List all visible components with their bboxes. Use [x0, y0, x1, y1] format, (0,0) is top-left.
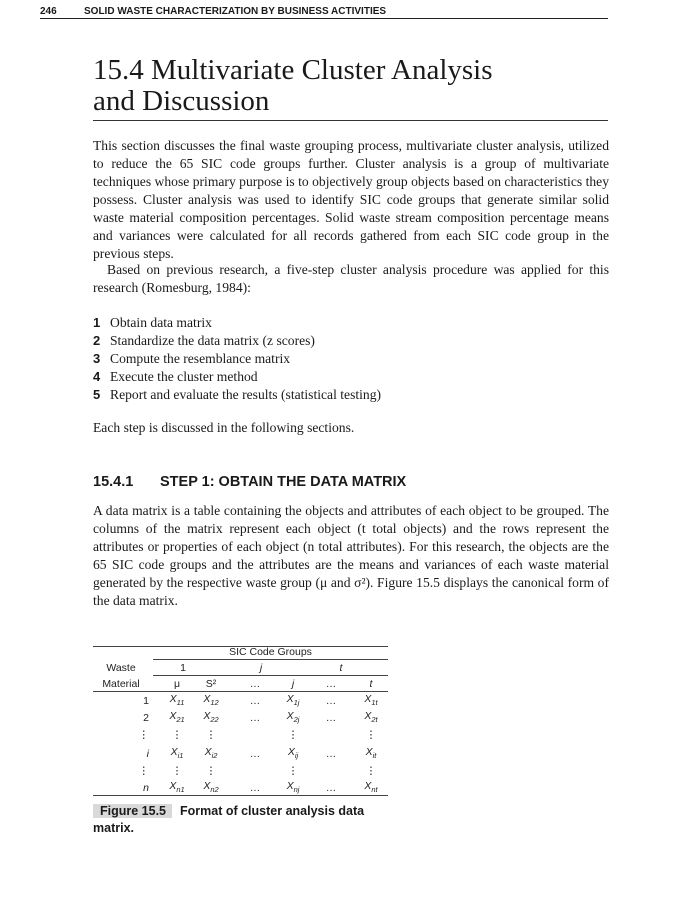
table-row-label: ⋮	[138, 729, 149, 741]
sub-header-rule	[153, 675, 388, 676]
list-item: 1 Obtain data matrix	[93, 315, 212, 330]
table-cell: …	[325, 695, 337, 707]
table-cell: $X_{22}$	[203, 710, 219, 725]
page-number: 246	[40, 6, 57, 17]
list-item: 5 Report and evaluate the results (statistical testing)	[93, 387, 382, 402]
table-cell: ⋮	[365, 765, 377, 777]
table-cell: $X_{21}$	[169, 710, 185, 725]
subsection-title: STEP 1: OBTAIN THE DATA MATRIX	[160, 474, 407, 490]
table-cell: $X_{11}$	[169, 693, 185, 708]
table-cell: $X_{2t}$	[364, 710, 378, 725]
paragraph-data-matrix: A data matrix is a table containing the objects and attributes of each object to be grouped. The columns of the matrix represent each object (t total objects) and the rows represent the attributes or properties of each object (n total attributes). For this research, the objects are the 65 SIC code groups and the attributes are the means and variances of each waste material generated by the respective waste group (μ and σ²). Figure 15.5 displays the canonical form of the data matrix.	[93, 503, 609, 608]
col-group-t: t	[339, 662, 343, 674]
section-title	[93, 55, 613, 117]
table-rule-bottom	[93, 795, 388, 796]
table-cell: …	[249, 782, 261, 794]
table-cell: …	[325, 748, 337, 760]
table-cell: ⋮	[171, 765, 183, 777]
book-title: SOLID WASTE CHARACTERIZATION BY BUSINESS ACTIVITIES	[84, 6, 387, 17]
table-row-label: 1	[143, 695, 149, 707]
caption-text: Format of cluster analysis data matrix.	[93, 804, 365, 835]
sub-header-cell: t	[369, 678, 373, 690]
table-cell: $X_{1j}$	[286, 693, 300, 708]
list-item: 2 Standardize the data matrix (z scores)	[93, 333, 315, 348]
table-cell: $X_{nj}$	[286, 780, 300, 795]
table-cell: $X_{n2}$	[203, 780, 219, 795]
row-header-material: Material	[102, 678, 140, 690]
title-rule	[93, 120, 608, 121]
table-cell: …	[325, 782, 337, 794]
sub-header-cell: S²	[205, 678, 217, 690]
data-matrix-figure	[93, 645, 388, 797]
table-row-label: n	[143, 782, 149, 794]
header-bottom-rule	[93, 691, 388, 692]
table-cell: $X_{n1}$	[169, 780, 185, 795]
table-cell: ⋮	[171, 729, 183, 741]
table-cell: ⋮	[205, 765, 217, 777]
section-title-line2: and Discussion	[93, 85, 270, 117]
list-item: 4 Execute the cluster method	[93, 369, 258, 384]
table-cell: $X_{i2}$	[204, 746, 218, 761]
sub-header-cell: μ	[173, 678, 181, 690]
sub-header-cell: j	[291, 678, 295, 690]
table-cell: ⋮	[365, 729, 377, 741]
table-row-label: i	[146, 748, 149, 760]
table-cell: $X_{it}$	[365, 746, 377, 761]
table-cell: $X_{i1}$	[170, 746, 184, 761]
table-cell: ⋮	[287, 765, 299, 777]
group-header-rule	[153, 659, 388, 660]
col-group-1: 1	[180, 662, 186, 674]
table-cell: …	[249, 712, 261, 724]
table-cell: …	[325, 712, 337, 724]
table-cell: $X_{12}$	[203, 693, 219, 708]
caption-label: Figure 15.5	[93, 804, 172, 818]
paragraph-intro: This section discusses the final waste grouping process, multivariate cluster analysis, utilized to reduce the 65 SIC code groups further. Cluster analysis is a group of multivariate techniques whose primary purpose is to objectively group objects based on characteristics they possess. Cluster analysis was used to identify SIC code groups that generate similar solid waste material composition percentages. Solid waste stream composition percentage means and variances were calculated for all records gathered from each SIC code group in the previous steps.	[93, 138, 609, 261]
table-cell: …	[249, 748, 261, 760]
figure-caption	[93, 803, 393, 837]
subsection-number: 15.4.1	[93, 474, 134, 490]
table-cell: $X_{2j}$	[286, 710, 300, 725]
subsection-heading	[93, 473, 609, 491]
table-row-label: ⋮	[138, 765, 149, 777]
table-cell: ⋮	[287, 729, 299, 741]
sub-header-cell: …	[325, 678, 337, 690]
table-cell: $X_{ij}$	[287, 746, 299, 761]
row-header-waste: Waste	[106, 662, 136, 674]
step-list	[93, 314, 609, 404]
list-item: 3 Compute the resemblance matrix	[93, 351, 291, 366]
table-row-label: 2	[143, 712, 149, 724]
table-cell: $X_{1t}$	[364, 693, 378, 708]
table-cell: $X_{nt}$	[364, 780, 378, 795]
section-title-line1: 15.4 Multivariate Cluster Analysis	[93, 54, 493, 86]
table-cell: …	[249, 695, 261, 707]
col-group-j: j	[259, 662, 263, 674]
table-cell: ⋮	[205, 729, 217, 741]
group-header: SIC Code Groups	[229, 646, 312, 658]
sub-header-cell: …	[249, 678, 261, 690]
paragraph-sections: Each step is discussed in the following sections.	[93, 420, 355, 435]
running-head	[40, 6, 608, 19]
paragraph-procedure: Based on previous research, a five-step cluster analysis procedure was applied for this research (Romesburg, 1984):	[93, 262, 609, 295]
